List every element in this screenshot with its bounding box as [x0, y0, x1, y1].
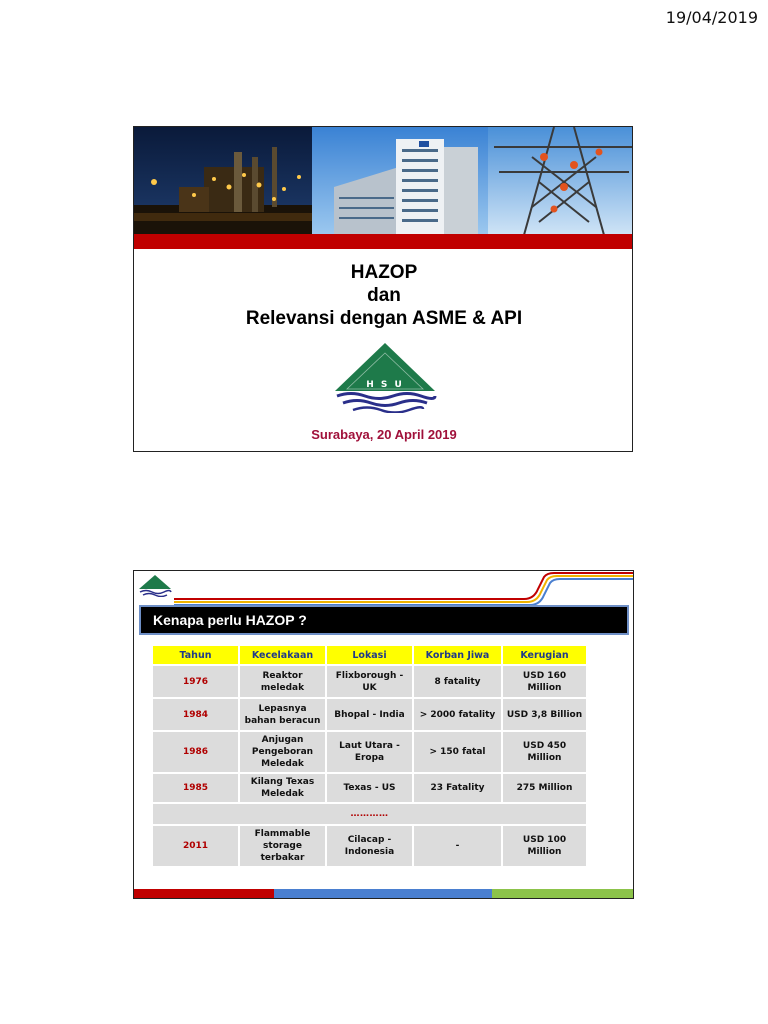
footer-bar-green: [492, 889, 634, 898]
cell-location: Laut Utara - Eropa: [327, 732, 412, 772]
table-row: [153, 774, 586, 802]
column-header-location: Lokasi: [327, 646, 412, 664]
table-row: [153, 699, 586, 730]
slide-title: [133, 126, 633, 452]
table-row: [153, 826, 586, 866]
column-header-fatalities: Korban Jiwa: [414, 646, 501, 664]
header-decoration: [134, 571, 634, 607]
cell-fatalities: > 150 fatal: [414, 732, 501, 772]
column-header-losses: Kerugian: [503, 646, 586, 664]
cell-location: Flixborough - UK: [327, 666, 412, 697]
cell-losses: USD 160 Million: [503, 666, 586, 697]
header-photo-strip: [134, 127, 633, 235]
slide-why-hazop: [133, 570, 634, 899]
incident-table: [151, 644, 588, 868]
cell-accident: Anjugan Pengeboran Meledak: [240, 732, 325, 772]
cell-year: 1976: [153, 666, 238, 697]
cell-accident: Kilang Texas Meledak: [240, 774, 325, 802]
cell-fatalities: 8 fatality: [414, 666, 501, 697]
footer-bar-red: [134, 889, 274, 898]
cell-losses: USD 450 Million: [503, 732, 586, 772]
cell-fatalities: -: [414, 826, 501, 866]
cell-accident: Flammable storage terbakar: [240, 826, 325, 866]
footer-bar-blue: [274, 889, 492, 898]
cell-year: 2011: [153, 826, 238, 866]
title-line-2: dan: [367, 285, 401, 306]
cell-losses: USD 100 Million: [503, 826, 586, 866]
office-building-photo: [312, 127, 488, 235]
cell-ellipsis: …………: [153, 804, 586, 824]
slide-title: Kenapa perlu HAZOP ?: [153, 612, 307, 628]
table-header-row: [153, 646, 586, 664]
column-header-year: Tahun: [153, 646, 238, 664]
hsu-logo-text: H S U: [366, 380, 404, 390]
hsu-logo-small: [138, 573, 172, 597]
cell-location: Bhopal - India: [327, 699, 412, 730]
cell-losses: 275 Million: [503, 774, 586, 802]
table-row-ellipsis: [153, 804, 586, 824]
cell-losses: USD 3,8 Billion: [503, 699, 586, 730]
column-header-accident: Kecelakaan: [240, 646, 325, 664]
power-plant-photo: [134, 127, 312, 235]
cell-fatalities: 23 Fatality: [414, 774, 501, 802]
cell-year: 1984: [153, 699, 238, 730]
cell-year: 1985: [153, 774, 238, 802]
table-row: [153, 732, 586, 772]
presentation-location-date: Surabaya, 20 April 2019: [311, 427, 457, 442]
cell-fatalities: > 2000 fatality: [414, 699, 501, 730]
header-red-band: [134, 234, 633, 249]
page-date: 19/04/2019: [665, 8, 758, 27]
slide-title-bar: [139, 605, 629, 635]
hsu-logo: [333, 339, 437, 413]
cell-year: 1986: [153, 732, 238, 772]
cell-accident: Reaktor meledak: [240, 666, 325, 697]
transmission-tower-photo: [488, 127, 633, 235]
cell-accident: Lepasnya bahan beracun: [240, 699, 325, 730]
cell-location: Cilacap - Indonesia: [327, 826, 412, 866]
title-line-3: Relevansi dengan ASME & API: [245, 308, 523, 329]
title-line-1: HAZOP: [350, 262, 418, 283]
cell-location: Texas - US: [327, 774, 412, 802]
table-row: [153, 666, 586, 697]
